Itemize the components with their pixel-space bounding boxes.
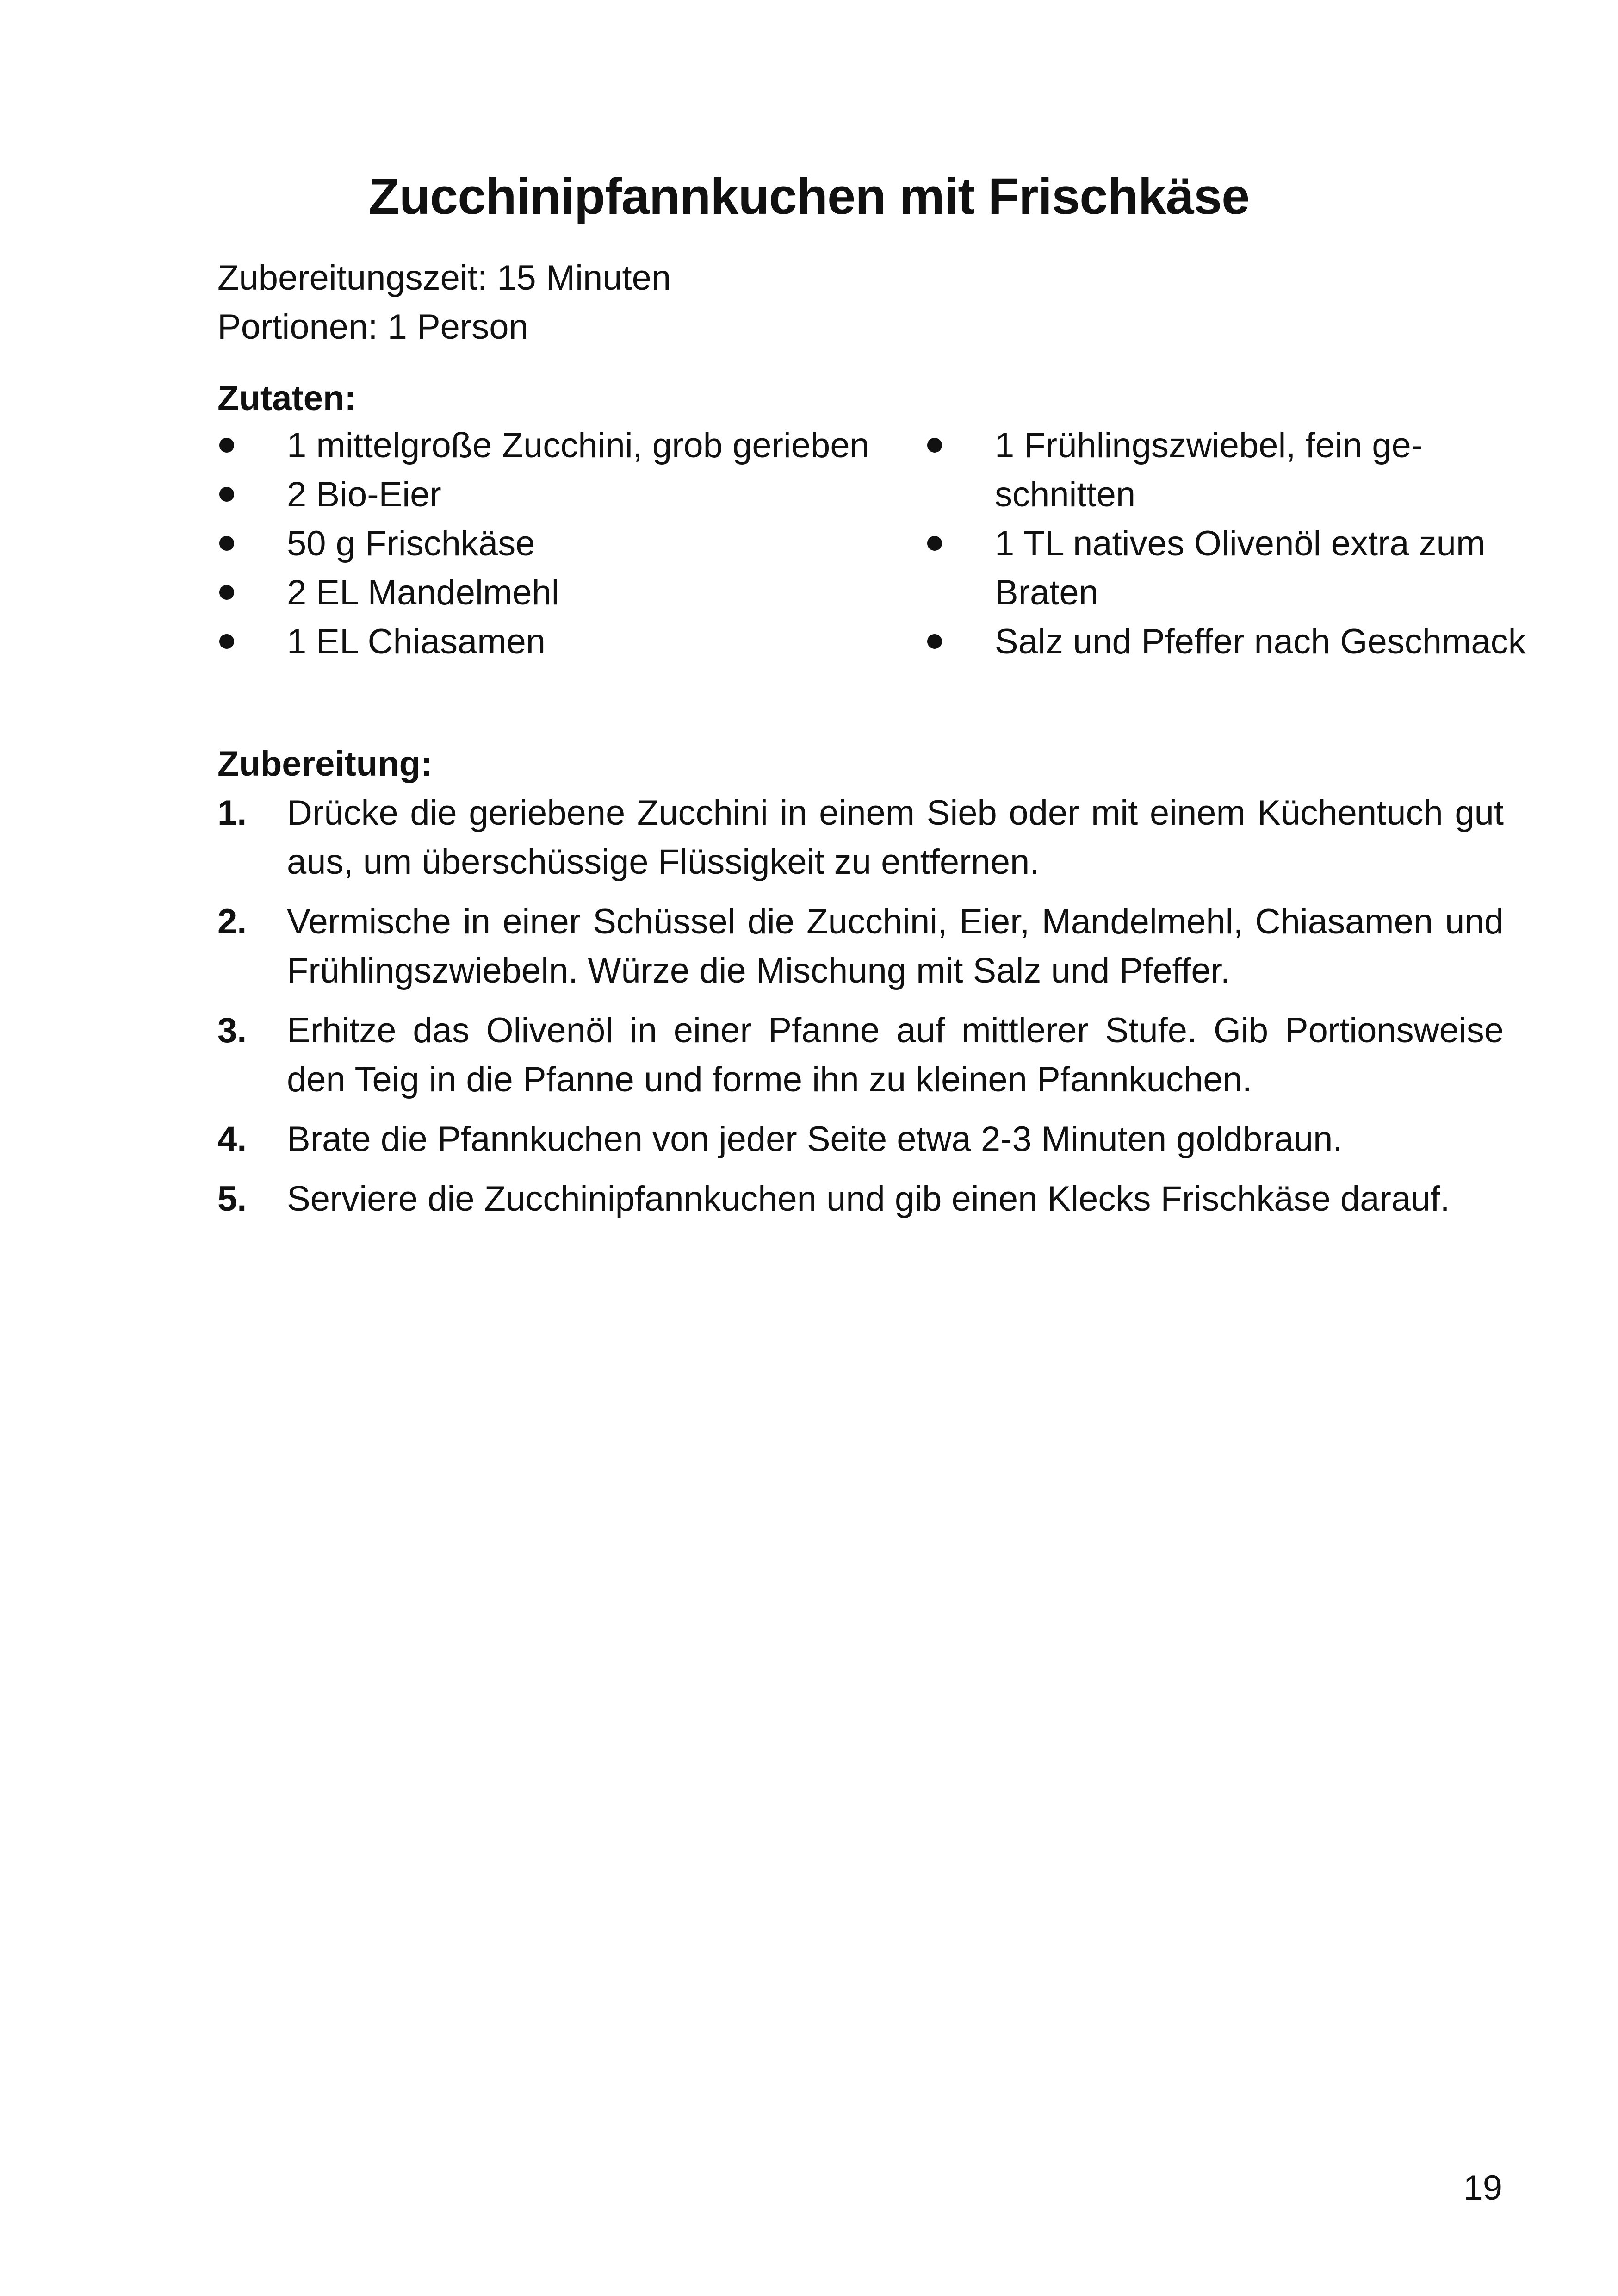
bullet-icon <box>219 487 234 502</box>
step-text: Serviere die Zucchinipfannkuchen und gib einen Klecks Frischkäse darauf. <box>287 1179 1450 1219</box>
ingredients-list-left <box>217 421 888 666</box>
bullet-icon <box>927 634 942 649</box>
ingredient-item <box>217 519 888 568</box>
step-text: Erhitze das Olivenöl in einer Pfanne auf mittlerer Stufe. Gib Portionsweise den Teig in die Pfanne und forme ihn zu kleinen Pfannkuchen. <box>287 1011 1504 1099</box>
step-item <box>217 1175 1504 1224</box>
prep-time: Zubereitungszeit: 15 Minuten <box>217 258 671 298</box>
bullet-icon <box>219 438 234 453</box>
step-item <box>217 1115 1504 1164</box>
page-number: 19 <box>1463 2168 1502 2208</box>
ingredient-item <box>925 519 1531 617</box>
step-text: Vermische in einer Schüssel die Zucchini, Eier, Mandelmehl, Chiasamen und Frühlingszwiebeln. Würze die Mischung mit Salz und Pfeffer. <box>287 902 1504 990</box>
recipe-meta <box>217 254 671 352</box>
step-number: 3. <box>217 1011 247 1050</box>
ingredient-text: 1 TL natives Olivenöl extra zum Braten <box>995 524 1486 612</box>
bullet-icon <box>219 536 234 551</box>
ingredients-heading: Zutaten: <box>217 379 356 418</box>
bullet-icon <box>219 585 234 600</box>
bullet-icon <box>927 536 942 551</box>
step-number: 4. <box>217 1120 247 1159</box>
ingredient-text: Salz und Pfeffer nach Geschmack <box>995 622 1526 661</box>
step-text: Brate die Pfannkuchen von jeder Seite etwa 2-3 Minuten goldbraun. <box>287 1120 1343 1159</box>
step-item <box>217 897 1504 996</box>
ingredient-item <box>217 568 888 617</box>
ingredient-item <box>217 617 888 666</box>
ingredient-item <box>217 421 888 470</box>
ingredient-text: 1 mittelgroße Zucchini, grob gerieben <box>287 426 869 465</box>
step-item <box>217 789 1504 887</box>
recipe-title: Zucchinipfannkuchen mit Frischkäse <box>368 168 1250 225</box>
servings: Portionen: 1 Person <box>217 307 528 347</box>
ingredient-text: 2 EL Mandelmehl <box>287 573 559 612</box>
step-item <box>217 1006 1504 1104</box>
step-text: Drücke die geriebene Zucchini in einem Sieb oder mit einem Küchentuch gut aus, um überschüssige Flüssigkeit zu entfernen. <box>287 793 1504 882</box>
ingredient-item <box>217 470 888 519</box>
preparation-heading: Zubereitung: <box>217 744 433 784</box>
bullet-icon <box>927 438 942 453</box>
bullet-icon <box>219 634 234 649</box>
ingredient-text: 2 Bio-Eier <box>287 475 441 514</box>
step-number: 2. <box>217 902 247 941</box>
step-number: 1. <box>217 793 247 833</box>
ingredient-text: 50 g Frischkäse <box>287 524 535 563</box>
ingredient-item <box>925 617 1531 666</box>
ingredients-list-right <box>925 421 1531 666</box>
ingredient-text: 1 EL Chiasamen <box>287 622 546 661</box>
ingredient-item <box>925 421 1531 519</box>
ingredient-text: 1 Frühlingszwiebel, fein geschnitten <box>995 426 1423 514</box>
step-number: 5. <box>217 1179 247 1219</box>
preparation-steps <box>217 789 1504 1234</box>
